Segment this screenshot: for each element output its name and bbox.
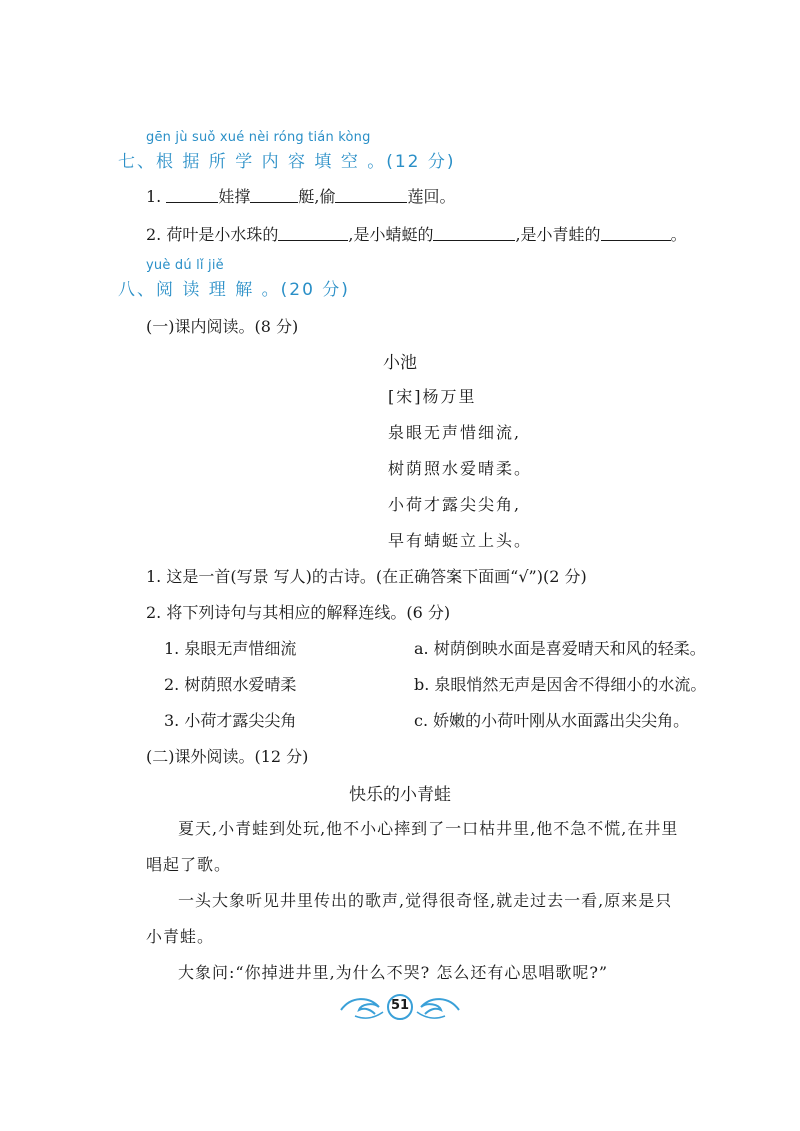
answer-blank[interactable]	[335, 188, 407, 203]
answer-blank[interactable]	[166, 188, 218, 203]
part1-heading: (一)课内阅读。(8 分)	[146, 317, 299, 336]
match-right-item[interactable]: b. 泉眼悄然无声是因舍不得细小的水流。	[414, 675, 707, 694]
question-text: 娃撑	[218, 187, 251, 206]
story-paragraph-line: 唱起了歌。	[146, 855, 232, 874]
poem-line: 泉眼无声惜细流,	[388, 423, 522, 442]
answer-blank[interactable]	[278, 226, 348, 241]
page-number-ornament	[335, 990, 465, 1024]
question-text: 。	[670, 225, 687, 244]
section7-pinyin: gēn jù suǒ xué nèi róng tián kòng	[146, 130, 371, 145]
answer-blank[interactable]	[250, 188, 298, 203]
poem-title: 小池	[383, 353, 417, 373]
question-text: ,是小青蛙的	[515, 225, 601, 244]
question-text: 艇,偷	[298, 187, 336, 206]
section7-question-1	[146, 184, 455, 207]
page-number: 51	[390, 998, 410, 1013]
poem-author: [宋]杨万里	[388, 387, 477, 406]
poem-line: 树荫照水爱晴柔。	[388, 459, 533, 478]
match-left-item[interactable]: 1. 泉眼无声惜细流	[164, 639, 297, 658]
question-text: 荷叶是小水珠的	[166, 225, 279, 244]
match-right-item[interactable]: a. 树荫倒映水面是喜爱晴天和风的轻柔。	[414, 639, 706, 658]
match-right-item[interactable]: c. 娇嫩的小荷叶刚从水面露出尖尖角。	[414, 711, 690, 730]
question-text: 莲回。	[407, 187, 456, 206]
question-number: 1.	[146, 187, 162, 206]
section7-question-2	[146, 222, 687, 245]
story-paragraph-line: 夏天,小青蛙到处玩,他不小心摔到了一口枯井里,他不急不慌,在井里	[178, 819, 679, 838]
part1-question-1: 1. 这是一首(写景 写人)的古诗。(在正确答案下面画“√”)(2 分)	[146, 567, 587, 586]
part1-question-2: 2. 将下列诗句与其相应的解释连线。(6 分)	[146, 603, 451, 622]
match-left-item[interactable]: 3. 小荷才露尖尖角	[164, 711, 297, 730]
story-title: 快乐的小青蛙	[349, 785, 451, 805]
poem-line: 小荷才露尖尖角,	[388, 495, 522, 514]
section8-pinyin: yuè dú lǐ jiě	[146, 258, 224, 273]
poem-line: 早有蜻蜓立上头。	[388, 531, 533, 550]
part2-heading: (二)课外阅读。(12 分)	[146, 747, 309, 766]
section7-title: 七、根 据 所 学 内 容 填 空 。(12 分)	[118, 152, 456, 172]
story-paragraph-line: 一头大象听见井里传出的歌声,觉得很奇怪,就走过去一看,原来是只	[178, 891, 673, 910]
answer-blank[interactable]	[433, 226, 515, 241]
question-text: ,是小蜻蜓的	[348, 225, 434, 244]
answer-blank[interactable]	[601, 226, 671, 241]
question-number: 2.	[146, 225, 162, 244]
section8-title: 八、阅 读 理 解 。(20 分)	[118, 280, 350, 300]
story-paragraph-line: 大象问:“你掉进井里,为什么不哭? 怎么还有心思唱歌呢?”	[178, 963, 609, 982]
story-paragraph-line: 小青蛙。	[146, 927, 215, 946]
match-left-item[interactable]: 2. 树荫照水爱晴柔	[164, 675, 297, 694]
